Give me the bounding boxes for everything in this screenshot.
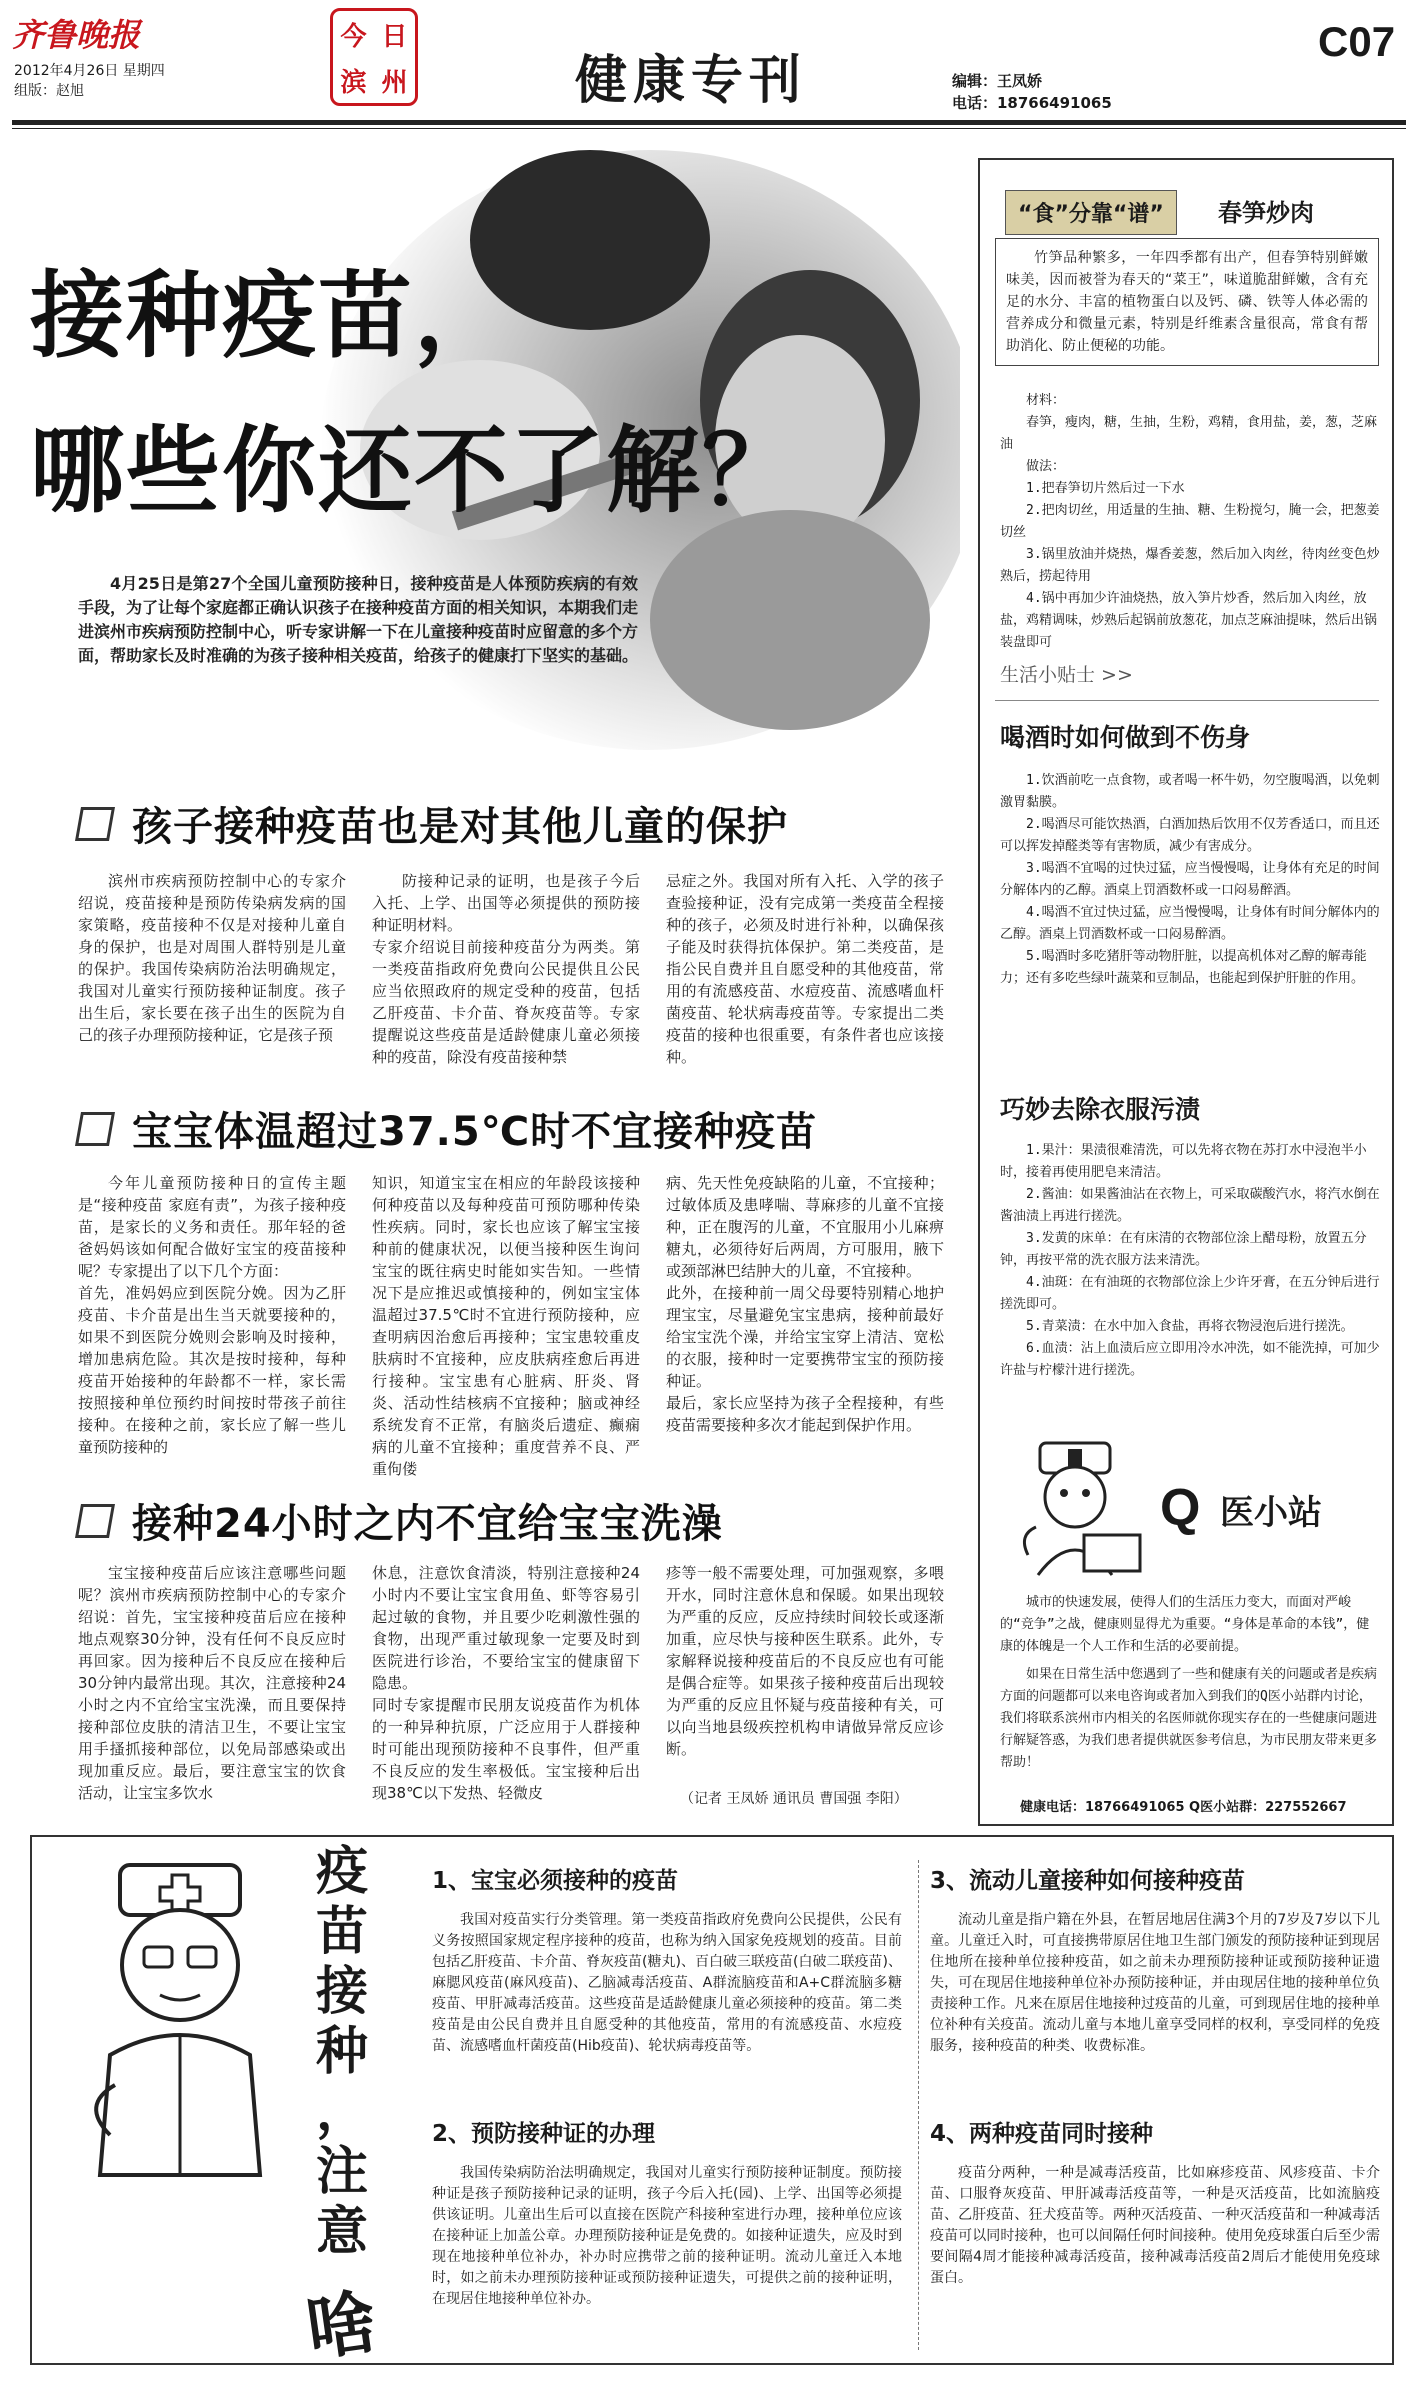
byline: （记者 王凤娇 通讯员 曹国强 李阳）	[680, 1791, 908, 1807]
vertical-char: 种	[315, 2021, 368, 2082]
recipe-intro-box	[995, 238, 1379, 366]
lead-intro: 4月25日是第27个全国儿童预防接种日，接种疫苗是人体预防疾病的有效手段，为了让每个家庭都正确认识孩子在接种疫苗方面的相关知识，本期我们走进滨州市疾病预防控制中心，听专家讲解一下在儿童接种疫苗时应留意的多个方面，帮助家长及时准确的为孩子接种相关疫苗，给孩子的健康打下坚实的基础。	[78, 574, 639, 665]
tip-item: 2.酱油：如果酱油沾在衣物上，可采取碳酸汽水，将汽水倒在酱油渍上再进行搓洗。	[1000, 1187, 1380, 1224]
section-3-col-2: 休息，注意饮食清淡，特别注意接种24小时内不要让宝宝食用鱼、虾等容易引起过敏的食物，并且要少吃刺激性强的食物，出现严重过敏现象一定要及时到医院进行诊治，不要给宝宝的健康留下隐患。 同时专家提醒市民朋友说疫苗作为机体的一种异种抗原，广泛应用于人群接种时可能出现预防接种不良事件，但严重不良反应的发生率极低。宝宝接种后出现38℃以下发热、轻微皮	[372, 1564, 640, 1802]
header-rule-thin	[12, 128, 1406, 129]
recipe-step: 4.锅中再加少许油烧热，放入笋片炒香，然后加入肉丝，放盐，鸡精调味，炒熟后起锅前放葱花，加点芝麻油提味，然后出锅装盘即可	[1000, 591, 1378, 650]
vertical-char: 接	[315, 1961, 368, 2022]
section-3-col-1: 宝宝接种疫苗后应该注意哪些问题呢？滨州市疾病预防控制中心的专家介绍说：首先，宝宝接种疫苗后应在接种地点观察30分钟，没有任何不良反应时再回家。因为接种后不良反应在接种后30分钟内最常出现。其次，注意接种24小时之内不宜给宝宝洗澡，而且要保持接种部位皮肤的清洁卫生，不要让宝宝用手搔抓接种部位，以免局部感染或出现加重反应。最后，要注意宝宝的饮食活动，让宝宝多饮水	[78, 1564, 346, 1802]
vertical-char: 疫	[315, 1841, 368, 1902]
tip-item: 3.发黄的床单：在有床清的衣物部位涂上醋母粉，放置五分钟，再按平常的洗衣服方法来清洗。	[1000, 1231, 1367, 1268]
recipe-step: 2.把肉切丝，用适量的生抽、糖、生粉搅匀，腌一会，把葱姜切丝	[1000, 503, 1380, 540]
tips-list-drink	[1000, 770, 1380, 990]
editor-name: 编辑：王凤娇	[952, 72, 1043, 90]
tip-item: 6.血渍：沾上血渍后应立即用冷水冲洗，如不能洗掉，可加少许盐与柠檬汁进行搓洗。	[1000, 1341, 1380, 1378]
seal-char: 今	[340, 21, 367, 52]
materials-label: 材料：	[1026, 393, 1066, 408]
section-1-col-2: 防接种记录的证明，也是孩子今后入托、上学、出国等必须提供的预防接种证明材料。 专家介绍说目前接种疫苗分为两类。第一类疫苗指政府免费向公民提供且公民应当依照政府的规定受种的疫苗，包括乙肝疫苗、卡介苗、脊灰疫苗等。专家提醒说这些疫苗是适龄健康儿童必须接种的疫苗，除没有疫苗接种禁	[372, 872, 640, 1066]
recipe-tag: “食”分靠“谱”	[1005, 190, 1177, 235]
seal-char: 日	[381, 21, 408, 52]
vertical-title	[312, 1842, 372, 2262]
square-bullet-icon	[75, 1112, 115, 1146]
qa-divider	[918, 1860, 919, 2350]
page-number: C07	[1318, 18, 1396, 65]
square-bullet-icon	[75, 1504, 115, 1538]
vertical-char: 注	[315, 2141, 368, 2202]
section-1-heading: 孩子接种疫苗也是对其他儿童的保护	[78, 795, 788, 852]
recipe-step: 1.把春笋切片然后过一下水	[1026, 481, 1185, 496]
section-1-col-3: 忌症之外。我国对所有入托、入学的孩子查验接种证，没有完成第一类疫苗全程接种的孩子，必须及时进行补种，以确保孩子能及时获得抗体保护。第二类疫苗，是指公民自费并且自愿受种的其他疫苗，常用的有流感疫苗、水痘疫苗、流感嗜血杆菌疫苗、轮状病毒疫苗等。专家提出二类疫苗的接种也很重要，有条件者也应该接种。	[666, 872, 944, 1066]
section-2-col-2: 知识，知道宝宝在相应的年龄段该接种何种疫苗以及每种疫苗可预防哪种传染性疾病。同时，家长也应该了解宝宝接种前的健康状况，以便当接种医生询问宝宝的既往病史时能如实告知。一些情况下是应推迟或慎接种的，例如宝宝体温超过37.5℃时不宜进行预防接种，应查明病因治愈后再接种；宝宝患较重皮肤病时不宜接种，应皮肤病痊愈后再进行接种。宝宝患有心脏病、肝炎、肾炎、活动性结核病不宜接种；脑或神经系统发育不正常，有脑炎后遗症、癫痫病的儿童不宜接种；重度营养不良、严重佝偻	[372, 1174, 640, 1477]
materials: 春笋，瘦肉，糖，生抽，生粉，鸡精，食用盐，姜，葱，芝麻油	[1000, 415, 1378, 452]
section-title: 健康专刊	[575, 50, 808, 111]
layout-editor: 组版：赵旭	[14, 83, 84, 99]
issue-date: 2012年4月26日 星期四	[14, 63, 165, 79]
section-2-col-3: 病、先天性免疫缺陷的儿童，不宜接种；过敏体质及患哮喘、荨麻疹的儿童不宜接种，正在腹泻的儿童，不宜服用小儿麻痹糖丸，必须待好后两周，方可服用，腋下或颈部淋巴结肿大的儿童，不宜接种。 此外，在接种前一周父母要特别精心地护理宝宝，尽量避免宝宝患病，接种前最好给宝宝洗个澡，并给宝宝穿上清洁、宽松的衣服，接种时一定要携带宝宝的预防接种证。 最后，家长应坚持为孩子全程接种，有些疫苗需要接种多次才能起到保护作用。	[666, 1174, 944, 1434]
qa-heading-3: 3、流动儿童接种如何接种疫苗	[930, 1868, 1246, 1894]
tip-item: 1.饮酒前吃一点食物，或者喝一杯牛奶，勿空腹喝酒，以免刺激胃黏膜。	[1000, 773, 1380, 810]
tip-item: 5.喝酒时多吃猪肝等动物肝脏，以提高机体对乙醇的解毒能力；还有多吃些绿叶蔬菜和豆制品，也能起到保护肝脏的作用。	[1000, 949, 1367, 986]
lead-headline-2: 哪些你还不了解？	[30, 417, 799, 526]
tip-item: 5.青菜渍：在水中加入食盐，再将衣物浸泡后进行搓洗。	[1026, 1319, 1354, 1334]
section-2-col-1: 今年儿童预防接种日的宣传主题是“接种疫苗 家庭有责”，为孩子接种疫苗，是家长的义务和责任。那年轻的爸爸妈妈该如何配合做好宝宝的疫苗接种呢？专家提出了以下几个方面： 首先，准妈妈应到医院分娩。因为乙肝疫苗、卡介苗是出生当天就要接种的，如果不到医院分娩则会影响及时接种，增加患病危险。其次是按时接种，每种疫苗开始接种的年龄都不一样，家长需按照接种单位预约时间按时带孩子前往接种。在接种之前，家长应了解一些儿童预防接种的	[78, 1174, 346, 1456]
qa-answer-1: 我国对疫苗实行分类管理。第一类疫苗指政府免费向公民提供，公民有义务按照国家规定程序接种的疫苗，也称为纳入国家免疫规划的疫苗。目前包括乙肝疫苗、卡介苗、脊灰疫苗(糖丸)、百白破三联疫苗(白破二联疫苗)、麻腮风疫苗(麻风疫苗)、乙脑减毒活疫苗、A群流脑疫苗和A+C群流脑多糖疫苗、甲肝减毒活疫苗。这些疫苗是适龄健康儿童必须接种的疫苗。第二类疫苗是由公民自费并且自愿受种的其他疫苗，常用的有流感疫苗、水痘疫苗、流感嗜血杆菌疫苗(Hib疫苗)、轮状病毒疫苗等。	[432, 1912, 902, 2054]
qa-answer-3: 流动儿童是指户籍在外县，在暂居地居住满3个月的7岁及7岁以下儿童。儿童迁入时，可直接携带原居住地卫生部门颁发的预防接种证到现居住地所在接种单位接种疫苗，如之前未办理预防接种证或预防接种证遗失，可在现居住地接种单位补办预防接种证，并由现居住地的接种单位负责接种工作。凡来在原居住地接种过疫苗的儿童，可到现居住地的接种单位补种有关疫苗。流动儿童与本地儿童享受同样的权利，享受同样的免疫服务，接种疫苗的种类、收费标准。	[930, 1912, 1380, 2054]
qa-heading-1: 1、宝宝必须接种的疫苗	[432, 1868, 679, 1894]
vertical-char: 意	[315, 2201, 368, 2262]
seal-char: 州	[381, 67, 408, 98]
section-3-heading: 接种24小时之内不宜给宝宝洗澡	[78, 1492, 723, 1549]
recipe-title: 春笋炒肉	[1218, 199, 1314, 227]
editor-phone: 电话：18766491065	[952, 94, 1112, 112]
vertical-char: 苗	[315, 1901, 368, 1962]
tip-item: 3.喝酒不宜喝的过快过猛，应当慢慢喝，让身体有充足的时间分解体内的乙醇。酒桌上罚酒数杯或一口闷易醉酒。	[1000, 861, 1380, 898]
masthead-logo: 齐鲁晚报	[12, 16, 141, 54]
tips-label: 生活小贴士 >>	[1000, 664, 1133, 686]
steps-label: 做法：	[1026, 459, 1066, 474]
tips-rule	[995, 700, 1379, 701]
edition-seal	[330, 8, 418, 106]
header-rule	[12, 120, 1406, 125]
tip-item: 4.油斑：在有油斑的衣物部位涂上少许牙膏，在五分钟后进行搓洗即可。	[1000, 1275, 1380, 1312]
doctor-para: 城市的快速发展，使得人们的生活压力变大，而面对严峻的“竞争”之战，健康则显得尤为重要。“身体是革命的本钱”，健康的体魄是一个人工作和生活的必要前提。	[1000, 1595, 1370, 1654]
recipe-body	[1000, 390, 1380, 654]
vertical-char: ，	[315, 2081, 368, 2142]
tip-item: 1.果汁：果渍很难清洗，可以先将衣物在苏打水中浸泡半小时，接着再使用肥皂来清洁。	[1000, 1143, 1367, 1180]
recipe-step: 3.锅里放油并烧热，爆香姜葱，然后加入肉丝，待肉丝变色炒熟后，捞起待用	[1000, 547, 1380, 584]
doctor-figure-icon	[60, 1855, 300, 2185]
doctor-contact: 健康电话：18766491065 Q医小站群：227552667	[1020, 1800, 1347, 1815]
seal-char: 滨	[340, 67, 367, 98]
qa-answer-2: 我国传染病防治法明确规定，我国对儿童实行预防接种证制度。预防接种证是孩子预防接种记录的证明，孩子今后入托(园)、上学、出国等必须提供该证明。儿童出生后可以直接在医院产科接种室进行办理，接种单位应该在接种证上加盖公章。办理预防接种证是免费的。如接种证遗失，应及时到现在地接种单位补办，补办时应携带之前的接种证明。流动儿童迁入本地时，如之前未办理预防接种证或预防接种证遗失，可提供之前的接种证明，在现居住地接种单位补办。	[432, 2165, 902, 2307]
qa-heading-2: 2、预防接种证的办理	[432, 2121, 656, 2147]
square-bullet-icon	[75, 807, 115, 841]
doctor-title: 医小站	[1220, 1493, 1322, 1533]
tips-heading-stain: 巧妙去除衣服污渍	[1000, 1095, 1201, 1124]
tip-item: 4.喝酒不宜过快过猛，应当慢慢喝，让身体有时间分解体内的乙醇。酒桌上罚酒数杯或一口闷易醉酒。	[1000, 905, 1380, 942]
doctor-text	[1000, 1592, 1380, 1774]
section-3-col-3: 疹等一般不需要处理，可加强观察，多喂开水，同时注意休息和保暖。如果出现较为严重的反应，反应持续时间较长或逐渐加重，应尽快与接种医生联系。此外，专家解释说接种疫苗后的不良反应也有可能是偶合症等。如果孩子接种疫苗后出现较为严重的反应且怀疑与疫苗接种有关，可以向当地县级疾控机构申请做异常反应诊断。	[666, 1564, 944, 1758]
recipe-intro: 竹笋品种繁多，一年四季都有出产，但春笋特别鲜嫩味美，因而被誉为春天的“菜王”，味道脆甜鲜嫩，含有充足的水分、丰富的植物蛋白以及钙、磷、铁等人体必需的营养成分和微量元素，特别是纤维素含量很高，常食有帮助消化、防止便秘的功能。	[1006, 250, 1368, 354]
section-2-heading: 宝宝体温超过37.5℃时不宜接种疫苗	[78, 1100, 817, 1157]
stamp-char: 啥	[301, 2279, 383, 2372]
qa-heading-4: 4、两种疫苗同时接种	[930, 2121, 1154, 2147]
lead-headline-1: 接种疫苗，	[30, 262, 511, 371]
tip-item: 2.喝酒尽可能饮热酒，白酒加热后饮用不仅芳香适口，而且还可以挥发掉醛类等有害物质，减少有害成分。	[1000, 817, 1380, 854]
tips-list-stain	[1000, 1140, 1380, 1382]
doctor-para: 如果在日常生活中您遇到了一些和健康有关的问题或者是疾病方面的问题都可以来电咨询或者加入到我们的Q医小站群内讨论，我们将联系滨州市内相关的名医师就你现实存在的一些健康问题进行解疑答惑，为我们患者提供就医参考信息，为市民朋友带来更多帮助！	[1000, 1667, 1378, 1770]
qa-answer-4: 疫苗分两种，一种是减毒活疫苗，比如麻疹疫苗、风疹疫苗、卡介苗、口服脊灰疫苗、甲肝减毒活疫苗等，一种是灭活疫苗，比如流脑疫苗、乙肝疫苗、狂犬疫苗等。两种灭活疫苗、一种灭活疫苗和一种减毒活疫苗可以同时接种，也可以间隔任何时间接种。使用免疫球蛋白后至少需要间隔4周才能接种减毒活疫苗，接种减毒活疫苗2周后才能使用免疫球蛋白。	[930, 2165, 1380, 2286]
tips-heading-drink: 喝酒时如何做到不伤身	[1000, 723, 1251, 752]
section-1-col-1: 滨州市疾病预防控制中心的专家介绍说，疫苗接种是预防传染病发病的国家策略，疫苗接种不仅是对接种儿童自身的保护，也是对周围人群特别是儿童的保护。我国传染病防治法明确规定，我国对儿童实行预防接种证制度。孩子出生后，家长要在孩子出生的医院为自己的孩子办理预防接种证，它是孩子预	[78, 872, 346, 1044]
doctor-cartoon-icon	[998, 1435, 1148, 1585]
q-letter: Q	[1160, 1479, 1201, 1537]
